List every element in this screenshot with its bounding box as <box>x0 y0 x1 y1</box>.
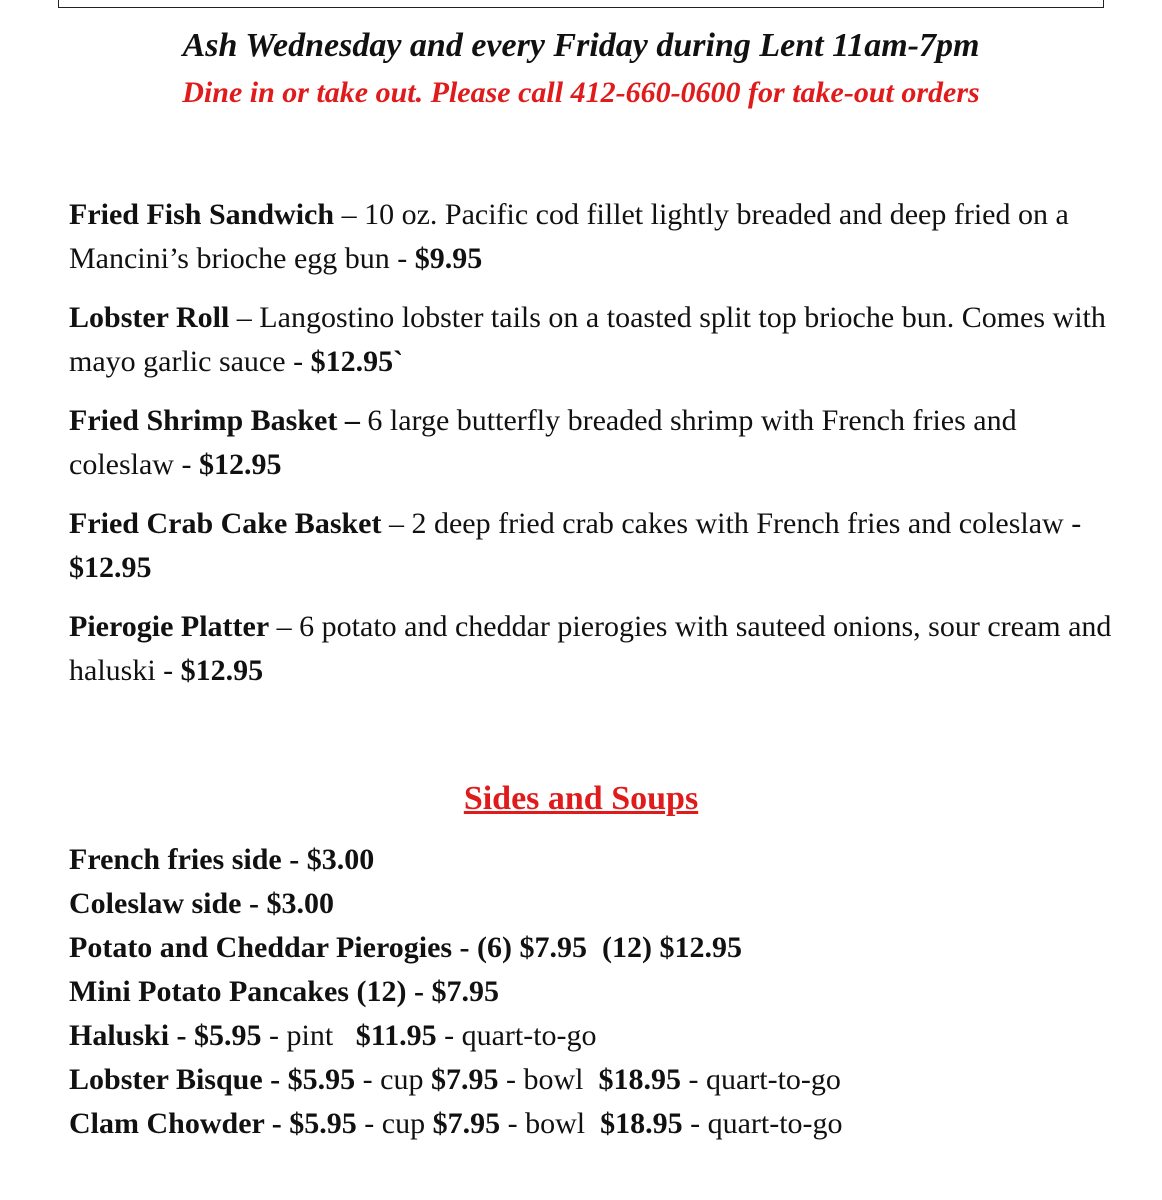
side-item <box>69 838 1129 882</box>
side-size: - pint <box>261 1019 356 1052</box>
item-name: Pierogie Platter <box>69 610 270 643</box>
item-price: $12.95 <box>198 448 282 481</box>
sides-section-title: Sides and Soups <box>463 780 699 817</box>
item-description: Langostino lobster tails on a toasted split top brioche bun. Comes with mayo garlic sauce <box>69 301 1106 378</box>
item-price: $12.95 <box>180 654 264 687</box>
item-description: 6 large butterfly breaded shrimp with French fries and coleslaw <box>69 404 1017 481</box>
item-separator: – <box>269 610 300 643</box>
side-price: $18.95 <box>598 1063 681 1096</box>
side-name-price: Potato and Cheddar Pierogies - (6) $7.95 (12) $12.95 <box>69 931 743 964</box>
item-separator: – <box>229 301 260 334</box>
side-size: - cup <box>356 1107 433 1140</box>
page-title: Ash Wednesday and every Friday during Lent 11am-7pm <box>182 27 980 64</box>
sides-list <box>69 838 1129 1146</box>
side-item <box>69 1058 1129 1102</box>
item-name: Fried Shrimp Basket – <box>69 404 360 437</box>
item-name: Fried Crab Cake Basket <box>69 507 382 540</box>
item-description: 10 oz. Pacific cod fillet lightly breaded and deep fried on a Mancini’s brioche egg bun <box>69 198 1069 275</box>
side-price: $7.95 <box>432 1107 501 1140</box>
side-item <box>69 1102 1129 1146</box>
side-size: - quart-to-go <box>682 1107 843 1140</box>
side-name-price: Coleslaw side - $3.00 <box>69 887 334 920</box>
item-price: $12.95` <box>310 345 404 378</box>
item-name: Lobster Roll <box>69 301 230 334</box>
side-name-price: Haluski - $5.95 <box>69 1019 262 1052</box>
side-price: $11.95 <box>355 1019 437 1052</box>
top-border-box <box>58 0 1104 8</box>
menu-item: Pierogie Platter – 6 potato and cheddar pierogies with sauteed onions, sour cream and haluski - $12.95 <box>69 610 1112 687</box>
side-name-price: Lobster Bisque - $5.95 <box>69 1063 356 1096</box>
side-name-price: French fries side - $3.00 <box>69 843 375 876</box>
side-size: - quart-to-go <box>436 1019 597 1052</box>
menu-item: Fried Fish Sandwich – 10 oz. Pacific cod fillet lightly breaded and deep fried on a Mancini’s brioche egg bun - $9.95 <box>69 198 1069 275</box>
item-description: 6 potato and cheddar pierogies with sauteed onions, sour cream and haluski <box>69 610 1112 687</box>
side-item <box>69 882 1129 926</box>
side-price: $7.95 <box>430 1063 499 1096</box>
item-name: Fried Fish Sandwich <box>69 198 335 231</box>
side-name-price: Mini Potato Pancakes (12) - $7.95 <box>69 975 499 1008</box>
side-item <box>69 970 1129 1014</box>
menu-item: Lobster Roll – Langostino lobster tails on a toasted split top brioche bun. Comes with mayo garlic sauce - $12.95` <box>69 301 1106 378</box>
item-description: 2 deep fried crab cakes with French fries and coleslaw <box>411 507 1064 540</box>
item-separator: – <box>381 507 412 540</box>
menu-item: Fried Crab Cake Basket – 2 deep fried crab cakes with French fries and coleslaw - $12.95 <box>69 507 1082 584</box>
side-size: - cup <box>355 1063 431 1096</box>
item-price: $12.95 <box>69 551 152 584</box>
item-separator: – <box>334 198 365 231</box>
side-size: - quart-to-go <box>680 1063 841 1096</box>
side-name-price: Clam Chowder - $5.95 <box>69 1107 357 1140</box>
menu-item: Fried Shrimp Basket – 6 large butterfly breaded shrimp with French fries and coleslaw - $12.95 <box>69 404 1017 481</box>
side-size: - bowl <box>500 1107 601 1140</box>
menu-items <box>69 193 1129 708</box>
side-item <box>69 926 1129 970</box>
item-price: $9.95 <box>414 242 483 275</box>
side-price: $18.95 <box>600 1107 683 1140</box>
side-item <box>69 1014 1129 1058</box>
take-out-notice: Dine in or take out. Please call 412-660-0600 for take-out orders <box>182 76 980 109</box>
side-size: - bowl <box>498 1063 599 1096</box>
